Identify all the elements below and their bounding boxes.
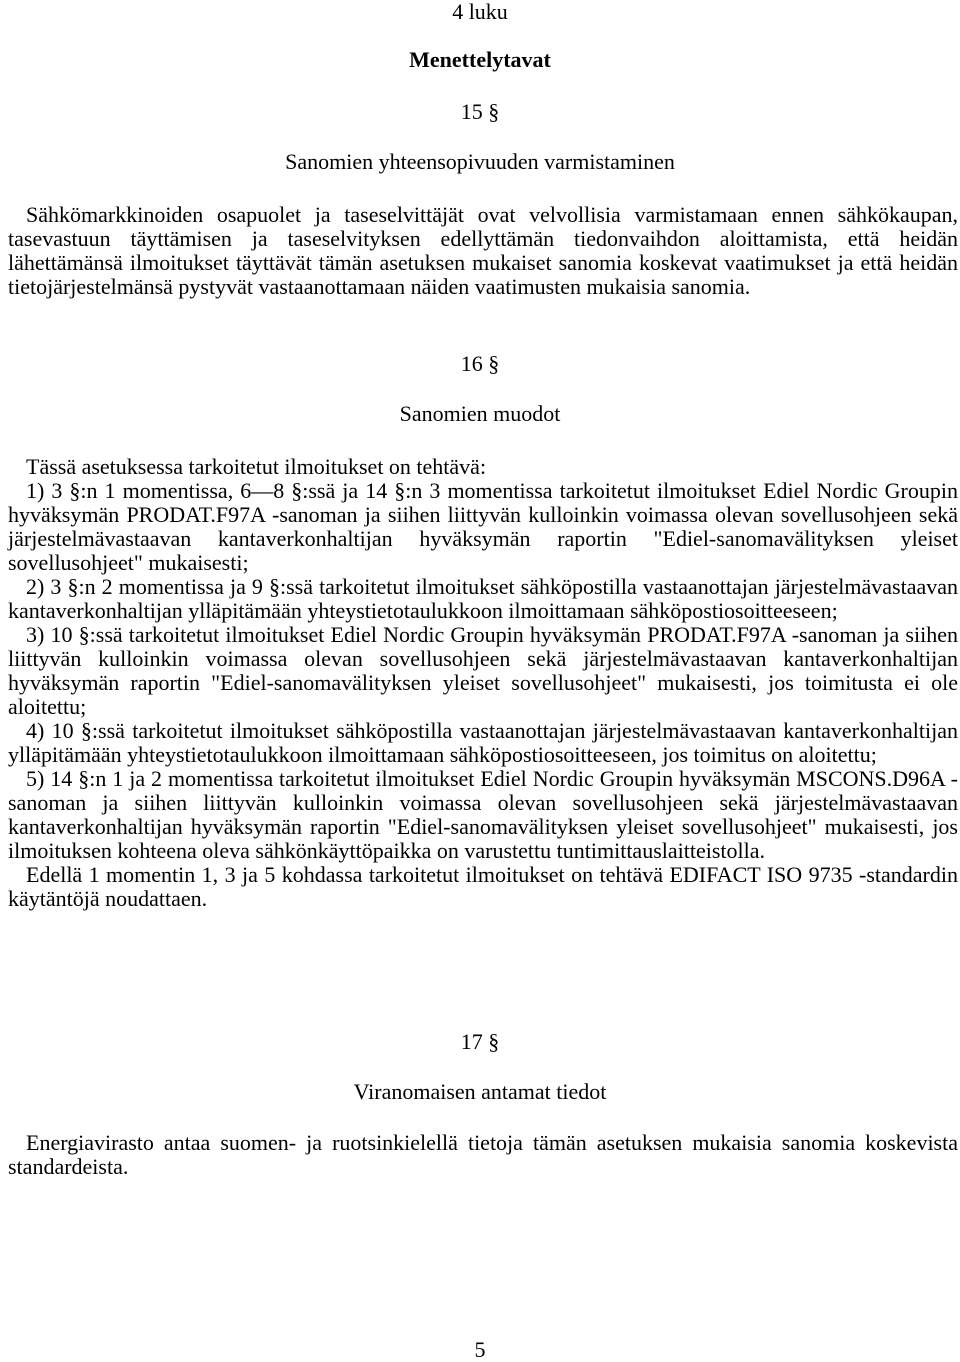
section-16-item-2: 2) 3 §:n 2 momentissa ja 9 §:ssä tarkoitetut ilmoitukset sähköpostilla vastaanottajan järjestelmävastaavan kantaverkonhaltijan ylläpitämään yhteystietotaulukkoon ilmoittamaan sähköpostiosoitteeseen; bbox=[8, 574, 958, 623]
section-16-item-5: 5) 14 §:n 1 ja 2 momentissa tarkoitetut ilmoitukset Ediel Nordic Groupin hyväksymän MSCONS.D96A -sanoman ja siihen liittyvän kulloinkin voimassa olevan sovellusohjeen sekä järjestelmävastaavan kantaverkonhaltijan hyväksymän raportin "Ediel-sanomavälityksen yleiset sovellusohjeet" mukaisesti, jos ilmoituksen kohteena oleva sähkönkäyttöpaikka on varustettu tuntimittauslaitteistolla. bbox=[8, 766, 958, 863]
section-17-body bbox=[8, 1131, 958, 1179]
section-16-number: 16 § bbox=[460, 351, 500, 376]
chapter-label: 4 luku bbox=[452, 0, 508, 24]
section-15-body bbox=[8, 203, 958, 299]
section-15-number: 15 § bbox=[460, 99, 500, 124]
section-15-paragraph: Sähkömarkkinoiden osapuolet ja taseselvittäjät ovat velvollisia varmistamaan ennen sähkökaupan, tasevastuun täyttämisen ja taseselvityksen edellyttämän tiedonvaihdon aloittamista, että heidän lähettämänsä ilmoitukset täyttävät tämän asetuksen mukaiset sanomia koskevat vaatimukset ja että heidän tietojärjestelmänsä pystyvät vastaanottamaan näiden vaatimusten mukaisia sanomia. bbox=[8, 202, 958, 299]
section-16-closing: Edellä 1 momentin 1, 3 ja 5 kohdassa tarkoitetut ilmoitukset on tehtävä EDIFACT ISO 9735 -standardin käytäntöjä noudattaen. bbox=[8, 862, 958, 911]
section-16-item-3: 3) 10 §:ssä tarkoitetut ilmoitukset Ediel Nordic Groupin hyväksymän PRODAT.F97A -sanoman ja siihen liittyvän kulloinkin voimassa olevan sovellusohjeen sekä järjestelmävastaavan kantaverkonhaltijan hyväksymän raportin "Ediel-sanomavälityksen yleiset sovellusohjeet" mukaisesti, jos toimitusta ei ole aloitettu; bbox=[8, 622, 958, 719]
chapter-title: Menettelytavat bbox=[409, 47, 551, 72]
section-17-title: Viranomaisen antamat tiedot bbox=[353, 1079, 607, 1104]
section-16-body bbox=[8, 455, 958, 911]
section-16-title: Sanomien muodot bbox=[399, 401, 561, 426]
section-17-paragraph: Energiavirasto antaa suomen- ja ruotsinkielellä tietoja tämän asetuksen mukaisia sanomia koskevista standardeista. bbox=[8, 1130, 958, 1179]
section-16-intro: Tässä asetuksessa tarkoitetut ilmoitukset on tehtävä: bbox=[26, 454, 487, 479]
section-17-number: 17 § bbox=[460, 1029, 500, 1054]
section-16-item-1: 1) 3 §:n 1 momentissa, 6—8 §:ssä ja 14 §:n 3 momentissa tarkoitetut ilmoitukset Ediel Nordic Groupin hyväksymän PRODAT.F97A -sanoman ja siihen liittyvän kulloinkin voimassa olevan sovellusohjeen sekä järjestelmävastaavan kantaverkonhaltijan hyväksymän raportin "Ediel-sanomavälityksen yleiset sovellusohjeet" mukaisesti; bbox=[8, 478, 958, 575]
section-15-title: Sanomien yhteensopivuuden varmistaminen bbox=[285, 149, 675, 174]
page-number: 5 bbox=[474, 1337, 486, 1362]
section-16-item-4: 4) 10 §:ssä tarkoitetut ilmoitukset sähköpostilla vastaanottajan järjestelmävastaavan kantaverkonhaltijan ylläpitämään yhteystietotaulukkoon ilmoittamaan sähköpostiosoitteeseen, jos toimitus on aloitettu; bbox=[8, 718, 958, 767]
